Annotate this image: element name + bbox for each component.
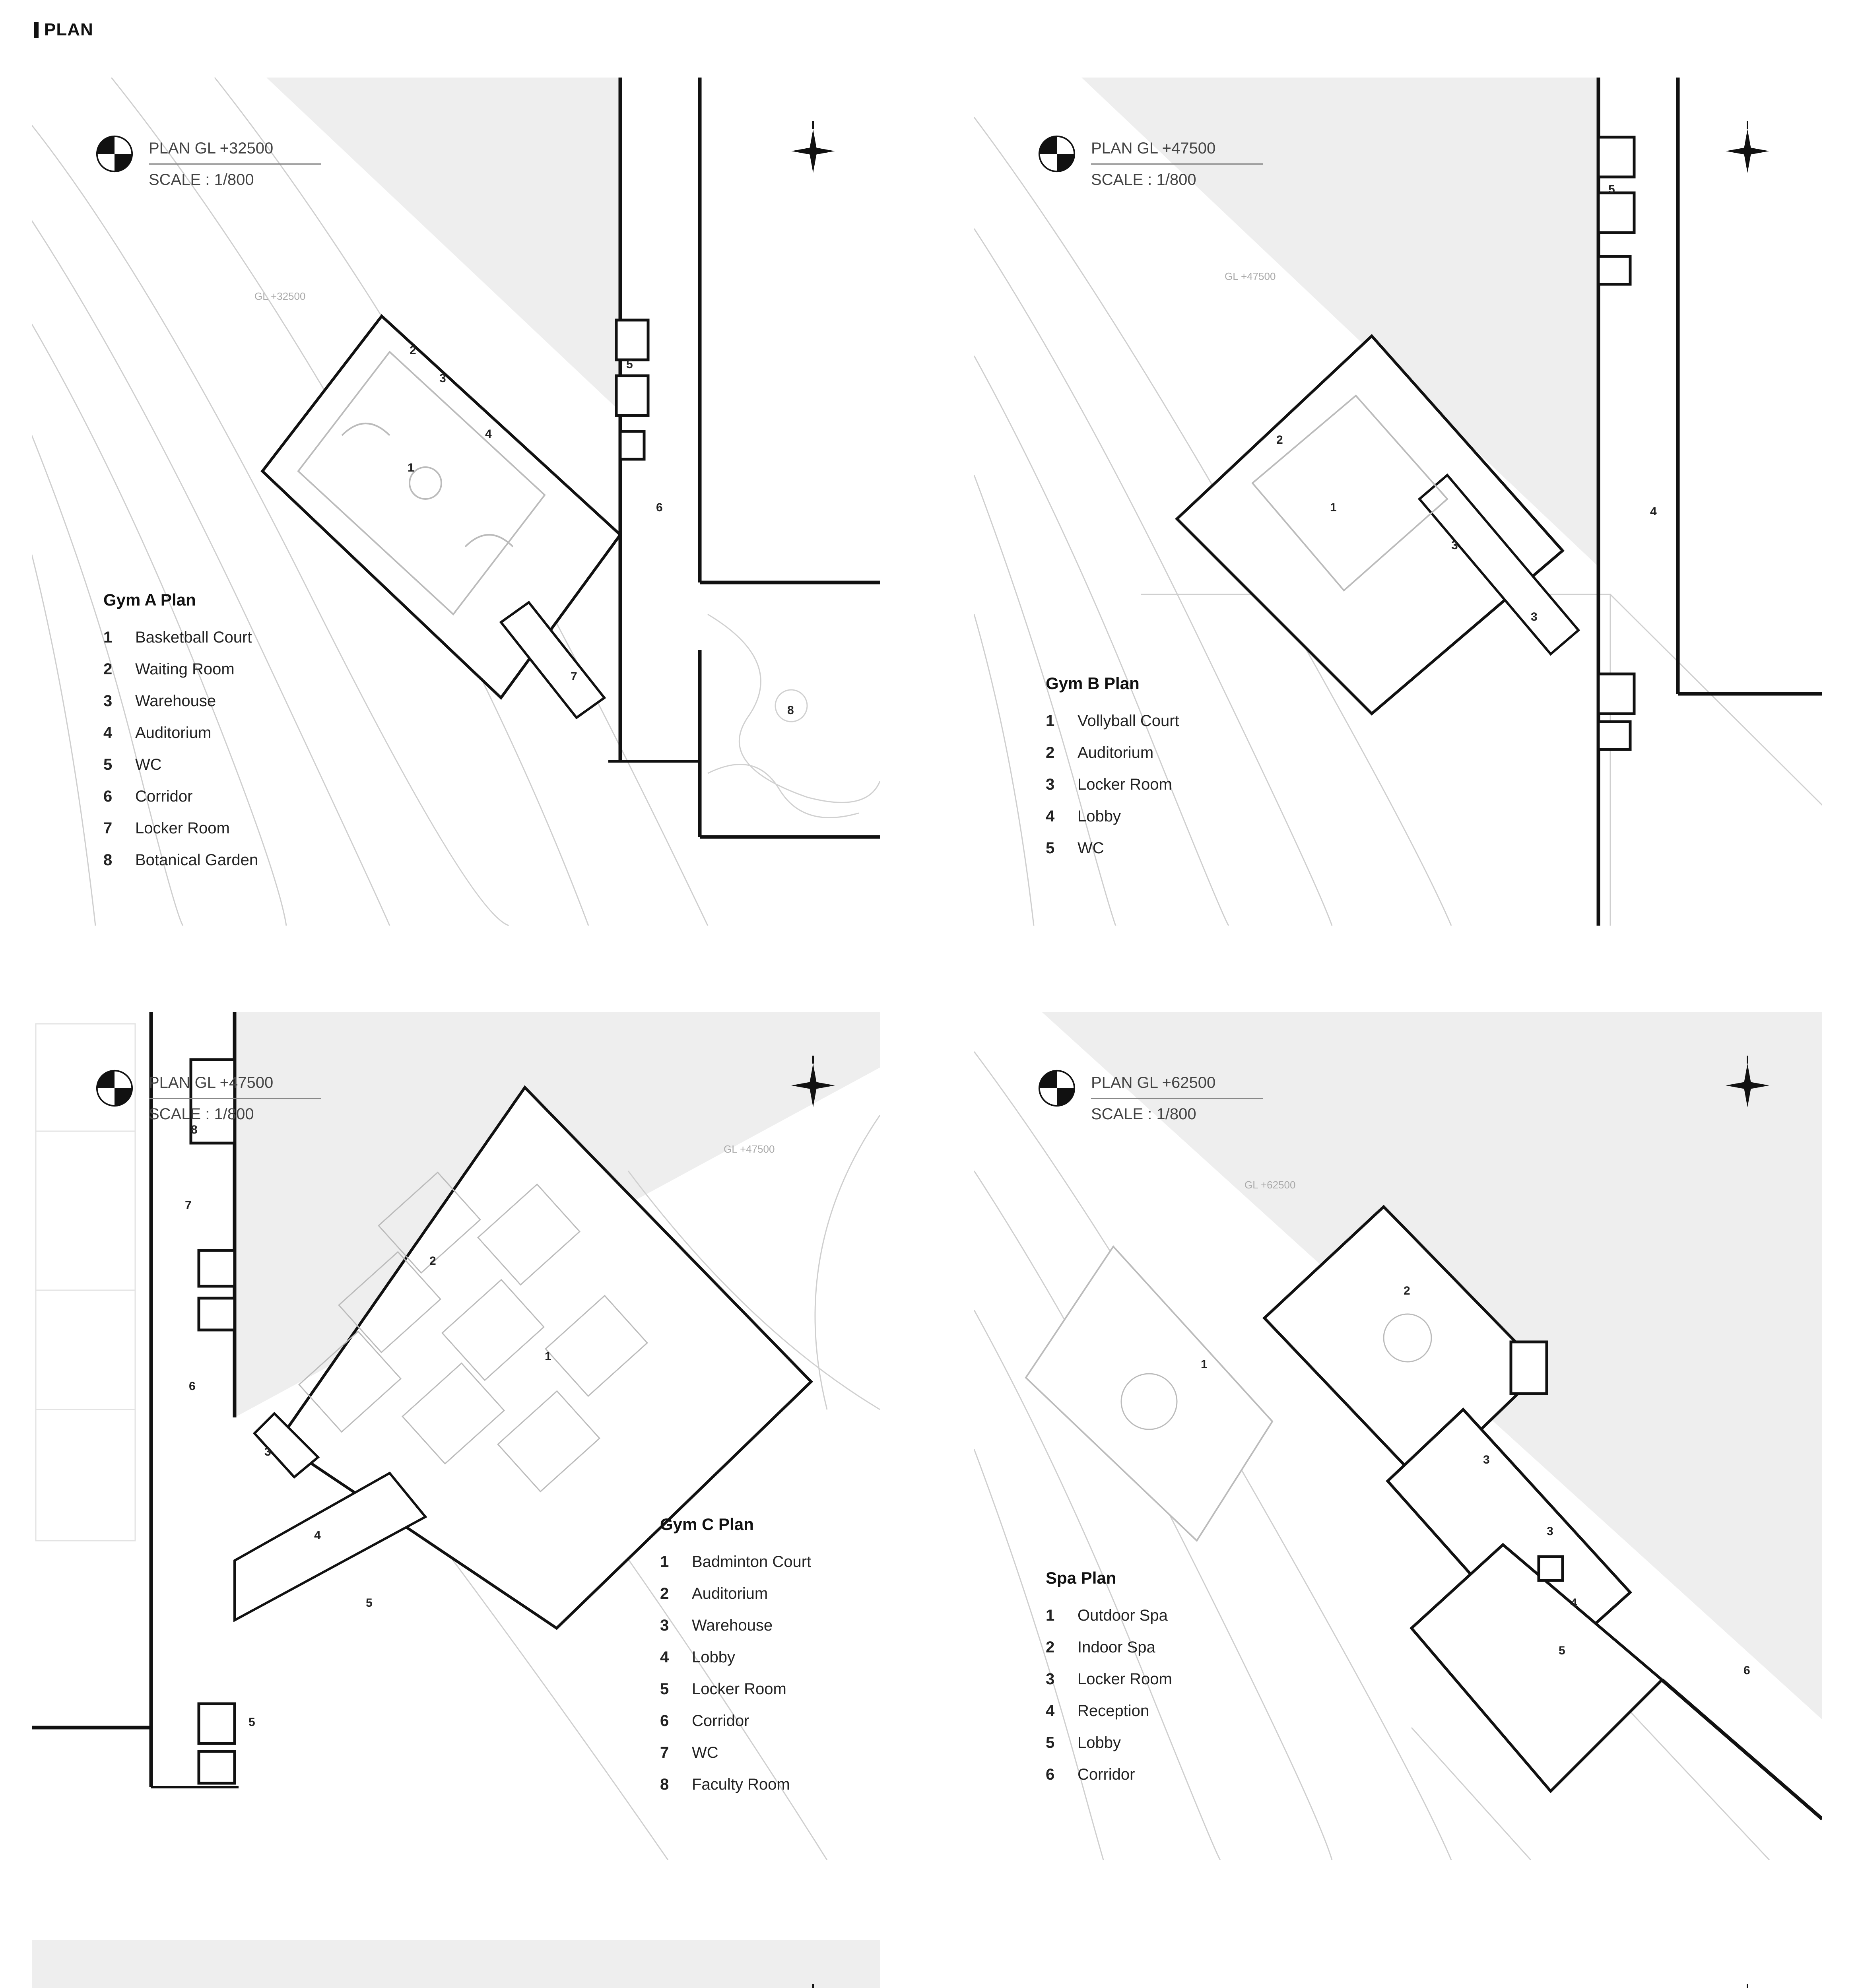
legend-item: 4 Auditorium (103, 724, 212, 742)
legend-item: 1 Basketball Court (103, 629, 252, 646)
room-tag-4: 4 (1571, 1596, 1577, 1609)
room-tag-6: 6 (656, 501, 663, 514)
section-marker-icon (1038, 135, 1076, 173)
plan-scale: SCALE : 1/800 (149, 171, 254, 188)
room-tag-2: 2 (1276, 433, 1283, 447)
plan-scale: SCALE : 1/800 (149, 1105, 254, 1123)
room-tag-7: 7 (571, 670, 577, 683)
room-tag-5: 5 (1559, 1644, 1565, 1657)
north-arrow-icon (1722, 1056, 1773, 1115)
legend-item: 7 Locker Room (103, 819, 230, 837)
plan-scale: SCALE : 1/800 (1091, 1105, 1196, 1123)
plan-level: PLAN GL +32500 (149, 133, 321, 165)
plan-level: PLAN GL +62500 (1091, 1068, 1263, 1099)
legend-title: Gym A Plan (103, 590, 196, 609)
legend-title: Gym B Plan (1046, 674, 1140, 693)
legend-item: 4 Lobby (1046, 808, 1121, 825)
section-marker-icon (1038, 1069, 1076, 1107)
gl-tag: GL +62500 (1245, 1179, 1296, 1191)
legend-item: 4 Reception (1046, 1702, 1149, 1720)
room-tag-5: 5 (626, 358, 633, 371)
plan-scale: SCALE : 1/800 (1091, 171, 1196, 188)
plan-panel-ice-rink (32, 1940, 880, 1988)
section-marker-icon (95, 1069, 134, 1107)
plan-panel-gym-a (32, 78, 880, 926)
room-tag-1: 1 (408, 461, 414, 474)
gl-tag: GL +32500 (254, 290, 306, 302)
ice-rink-drawing (32, 1940, 880, 1988)
legend-item: 4 Lobby (660, 1648, 735, 1666)
header-bar (34, 22, 39, 38)
room-tag-3: 3 (264, 1445, 271, 1458)
legend-item: 6 Corridor (103, 788, 193, 805)
legend-item: 8 Faculty Room (660, 1776, 790, 1793)
gl-tag: GL +47500 (1225, 270, 1276, 282)
north-arrow-icon (1722, 1984, 1773, 1988)
legend-item: 3 Locker Room (1046, 1670, 1172, 1688)
legend-item: 8 Botanical Garden (103, 851, 258, 869)
level-header (95, 133, 321, 195)
room-tag-3: 3 (439, 372, 446, 385)
legend-item: 6 Corridor (660, 1712, 749, 1730)
room-tag-4: 4 (314, 1529, 321, 1542)
legend-item: 5 Lobby (1046, 1734, 1121, 1751)
upcycling-center-drawing (974, 1940, 1822, 1988)
plan-panel-gym-c (32, 1012, 880, 1860)
room-tag-7: 7 (185, 1199, 192, 1212)
room-tag-8: 8 (787, 704, 794, 717)
legend-item: 2 Waiting Room (103, 660, 235, 678)
legend-item: 5 WC (103, 756, 162, 773)
room-tag-6: 6 (1744, 1664, 1750, 1677)
room-tag-1: 1 (1330, 501, 1337, 514)
legend-title: Gym C Plan (660, 1515, 754, 1534)
north-arrow-icon (1722, 121, 1773, 181)
plan-level: PLAN GL +47500 (1091, 133, 1263, 165)
legend-item: 3 Locker Room (1046, 776, 1172, 793)
room-tag-3: 3 (1483, 1453, 1490, 1466)
room-tag-8: 8 (191, 1123, 198, 1136)
room-tag-3b: 3 (1531, 610, 1538, 623)
room-tag-6: 6 (189, 1380, 196, 1393)
room-tag-4: 4 (485, 427, 492, 441)
room-tag-2: 2 (410, 344, 416, 357)
room-tag-5: 5 (366, 1596, 373, 1609)
level-header (1038, 1068, 1263, 1129)
legend-item: 6 Corridor (1046, 1766, 1135, 1783)
legend-gym-a (103, 590, 258, 876)
legend-spa (1046, 1569, 1172, 1790)
legend-item: 2 Auditorium (660, 1585, 768, 1602)
plan-panel-spa (974, 1012, 1822, 1860)
room-tag-2: 2 (1404, 1284, 1410, 1297)
legend-item: 5 Locker Room (660, 1680, 786, 1698)
level-header (95, 1068, 321, 1129)
legend-gym-c (660, 1515, 811, 1800)
room-tag-3: 3 (1451, 539, 1458, 552)
legend-item: 1 Badminton Court (660, 1553, 812, 1571)
plan-panel-gym-b (974, 78, 1822, 926)
plan-panel-upcycling-center (974, 1940, 1822, 1988)
page-header (34, 20, 93, 40)
legend-item: 2 Indoor Spa (1046, 1639, 1155, 1656)
room-tag-1: 1 (1201, 1358, 1208, 1371)
north-arrow-icon (787, 1984, 839, 1988)
room-tag-5: 5 (1608, 183, 1615, 196)
legend-title: Spa Plan (1046, 1569, 1116, 1587)
legend-item: 1 Outdoor Spa (1046, 1607, 1168, 1624)
legend-item: 1 Vollyball Court (1046, 712, 1179, 730)
room-tag-2: 2 (429, 1254, 436, 1268)
room-tag-3b: 3 (1547, 1525, 1553, 1538)
north-arrow-icon (787, 1056, 839, 1115)
room-tag-5b: 5 (249, 1716, 255, 1729)
gl-tag: GL +47500 (724, 1143, 775, 1155)
level-header (1038, 133, 1263, 195)
legend-item: 3 Warehouse (660, 1617, 773, 1634)
section-marker-icon (95, 135, 134, 173)
room-tag-4: 4 (1650, 505, 1657, 518)
page-title: PLAN (44, 20, 93, 39)
legend-gym-b (1046, 674, 1179, 864)
room-tag-1: 1 (545, 1350, 551, 1363)
legend-item: 7 WC (660, 1744, 718, 1761)
legend-item: 5 WC (1046, 839, 1104, 857)
legend-item: 3 Warehouse (103, 692, 216, 710)
plan-level: PLAN GL +47500 (149, 1068, 321, 1099)
legend-item: 2 Auditorium (1046, 744, 1154, 761)
north-arrow-icon (787, 121, 839, 181)
